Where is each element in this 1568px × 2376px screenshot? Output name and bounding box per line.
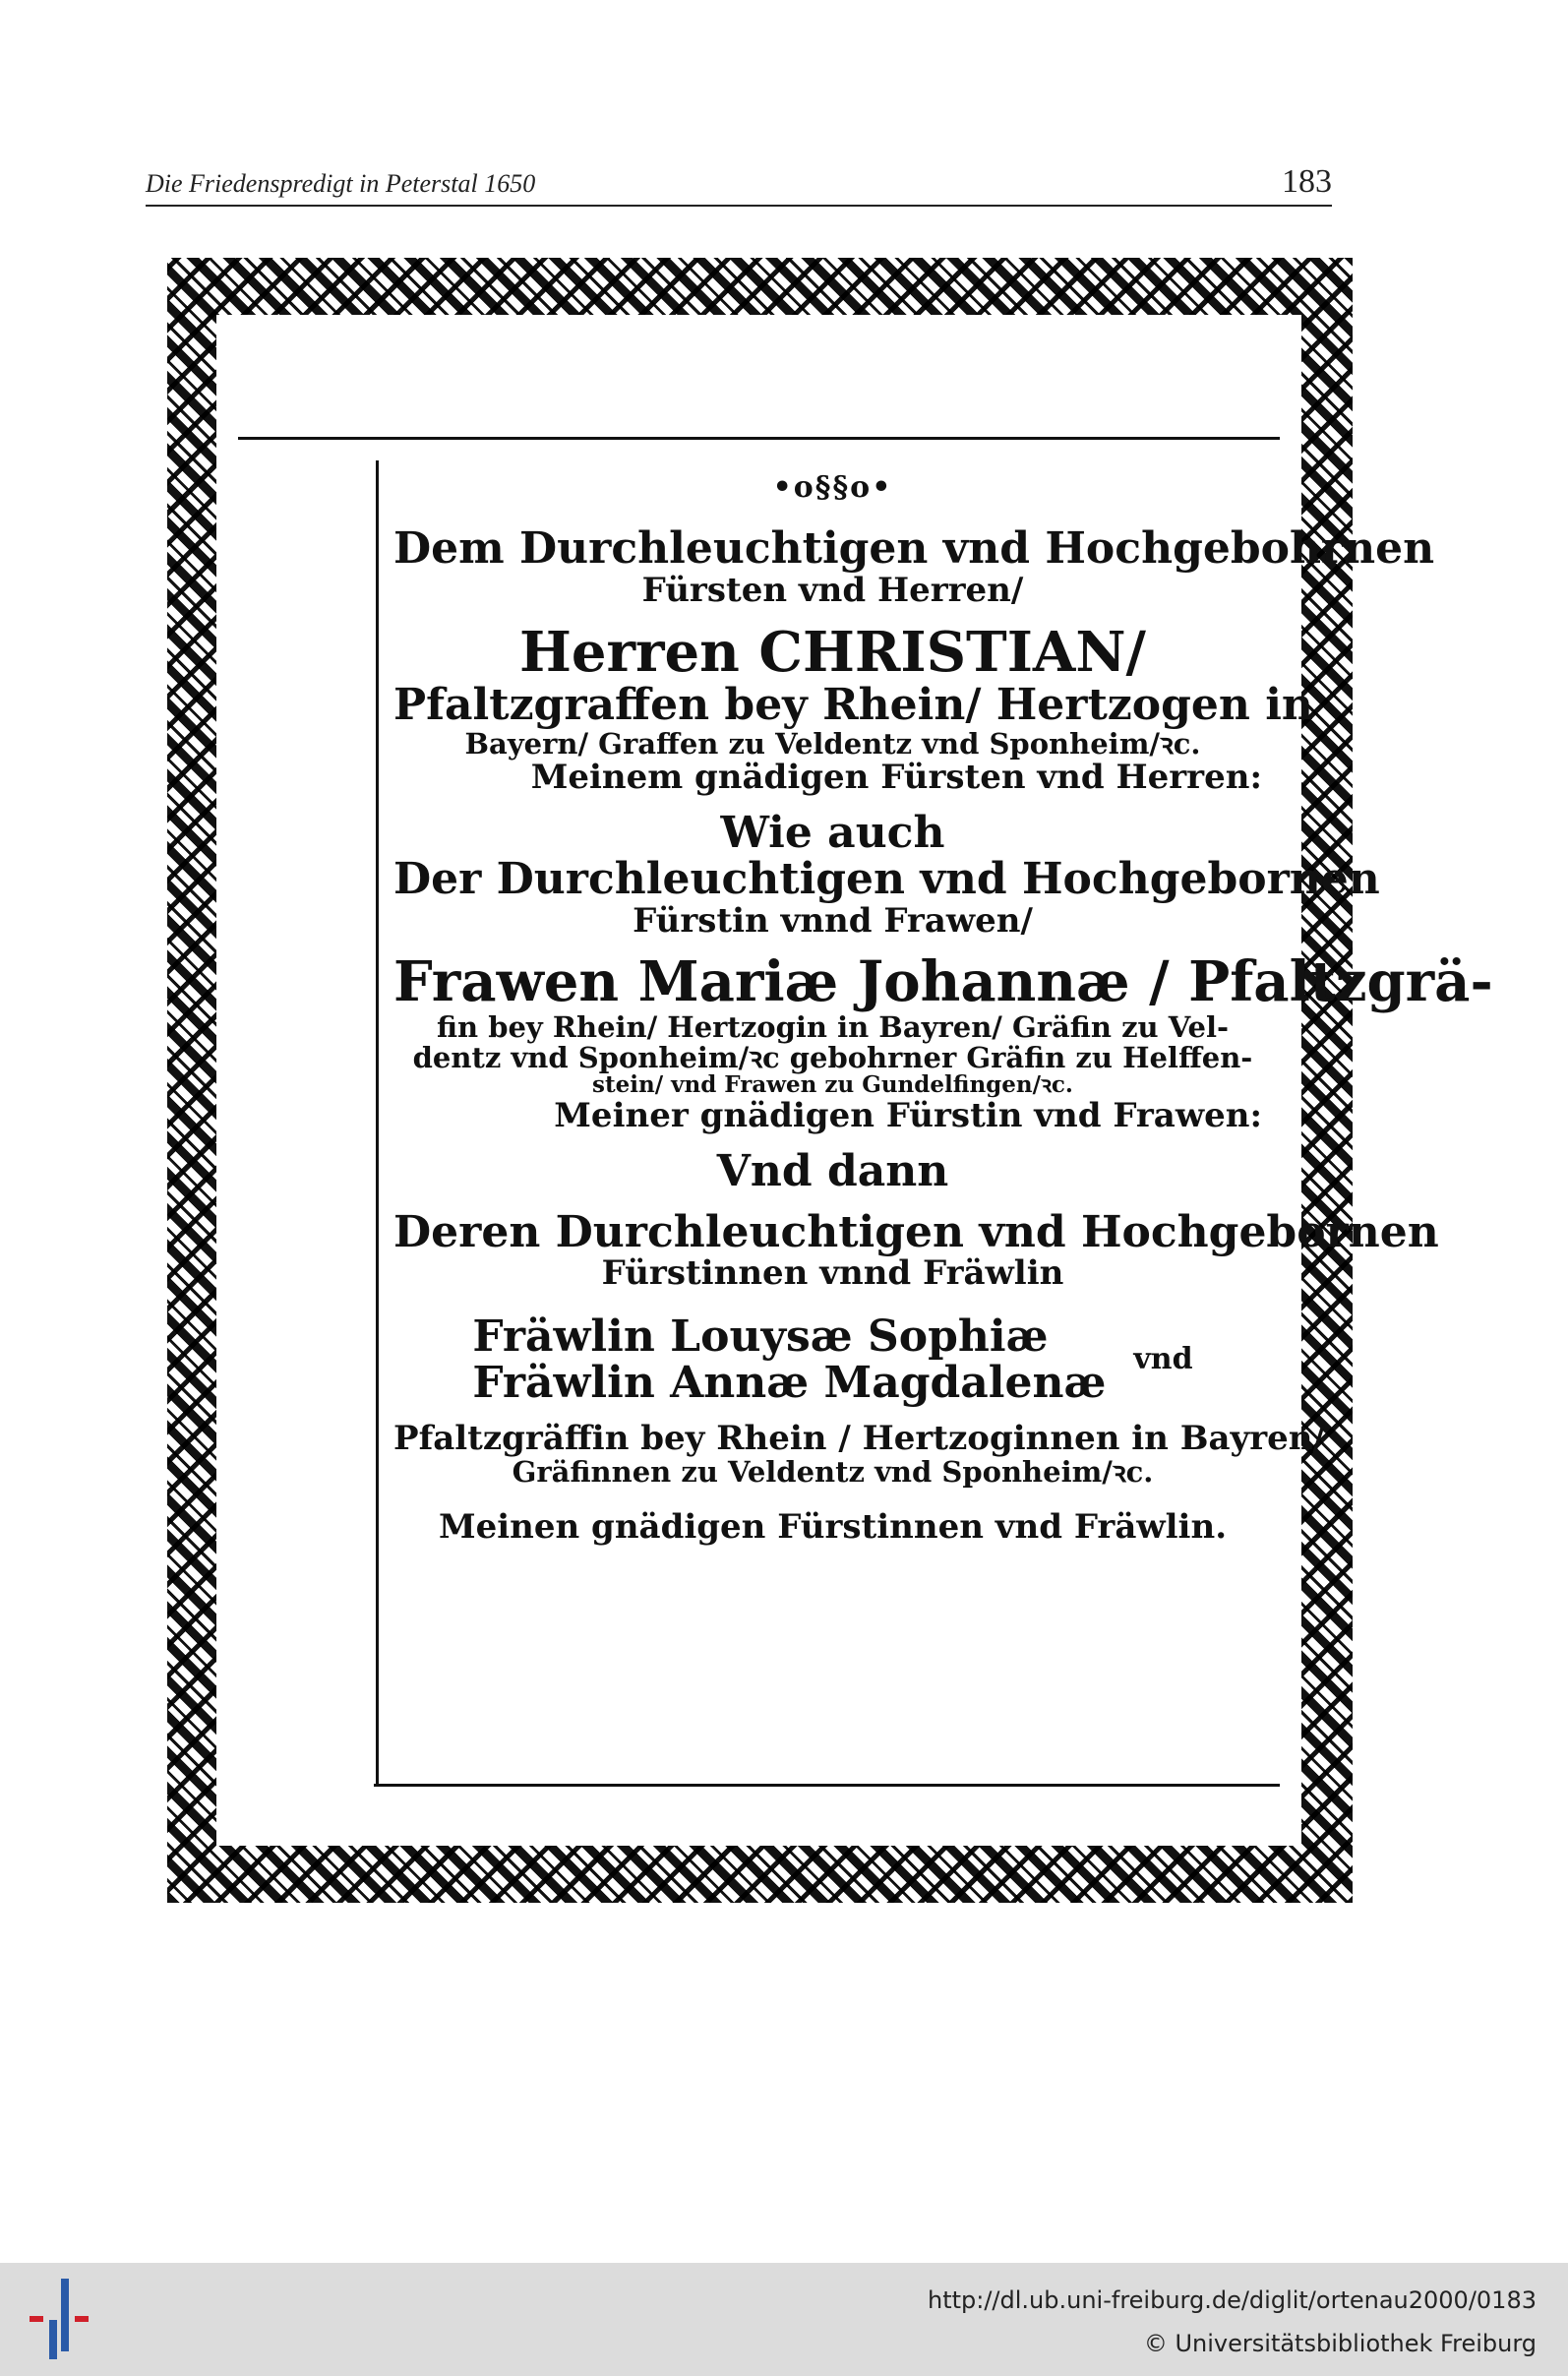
conjunction: vnd	[1133, 1342, 1193, 1377]
dedication-line: Fürstin vnnd Frawen/	[633, 900, 1033, 941]
princess-name-list	[472, 1310, 1107, 1409]
dedication-line: Fürstinnen vnnd Fräwlin	[601, 1253, 1064, 1294]
dedication-line: Wie auch	[720, 807, 945, 858]
dedication-line: Vnd dann	[716, 1146, 949, 1197]
library-logo-icon	[30, 2279, 89, 2359]
dedication-text	[393, 462, 1493, 1757]
closing-line: Gräfinnen zu Veldentz vnd Sponheim/ꝛc.	[512, 1454, 1154, 1489]
dedication-line: stein/ vnd Frawen zu Gundelfingen/ꝛc.	[592, 1071, 1073, 1099]
permalink[interactable]: http://dl.ub.uni-freiburg.de/diglit/ortenau2000/0183	[927, 2286, 1537, 2314]
ornamental-border	[167, 258, 1493, 1903]
dedication-line: fin bey Rhein/ Hertzogin in Bayren/ Gräfin zu Vel-	[436, 1009, 1230, 1044]
closing-line: Meinen gnädigen Fürstinnen vnd Fräwlin.	[438, 1506, 1228, 1547]
closing-line: Pfaltzgräffin bey Rhein / Hertzoginnen in Bayren/	[393, 1418, 1325, 1458]
dedication-line: Der Durchleuchtigen vnd Hochgebornen	[393, 854, 1380, 905]
dedication-line: Fürsten vnd Herren/	[641, 570, 1024, 610]
princess-name: Fräwlin Annæ Magdalenæ	[472, 1358, 1107, 1409]
dedication-line: Meiner gnädigen Fürstin vnd Frawen:	[554, 1096, 1262, 1136]
ornament: •o§§o•	[772, 470, 893, 505]
dedication-line: Frawen Mariæ Johannæ / Pfaltzgrä-	[393, 949, 1493, 1015]
dedication-line: Bayern/ Graffen zu Veldentz vnd Sponheim/ꝛc.	[464, 726, 1201, 761]
page-number: 183	[1282, 163, 1332, 200]
top-rule	[238, 437, 1280, 440]
running-head	[146, 155, 1332, 207]
dedication-line: Dem Durchleuchtigen vnd Hochgebohrnen	[393, 523, 1435, 575]
copyright-notice: © Universitätsbibliothek Freiburg	[1143, 2330, 1537, 2357]
running-head-title: Die Friedenspredigt in Peterstal 1650	[146, 169, 536, 198]
bottom-rule	[374, 1784, 1280, 1787]
princess-names	[393, 1310, 1272, 1409]
left-rule	[376, 460, 379, 1787]
dedication-line: Herren CHRISTIAN/	[519, 619, 1146, 685]
dedication-line: dentz vnd Sponheim/ꝛc gebohrner Gräfin zu Helffen-	[412, 1041, 1253, 1075]
princess-name: Fräwlin Louysæ Sophiæ	[472, 1310, 1049, 1362]
dedication-line: Meinem gnädigen Fürsten vnd Herren:	[530, 757, 1262, 797]
dedication-panel	[216, 315, 1493, 1846]
library-footer	[0, 2263, 1568, 2376]
dedication-line: Pfaltzgraffen bey Rhein/ Hertzogen in	[393, 680, 1313, 731]
dedication-line: Deren Durchleuchtigen vnd Hochgebornen	[393, 1206, 1439, 1257]
